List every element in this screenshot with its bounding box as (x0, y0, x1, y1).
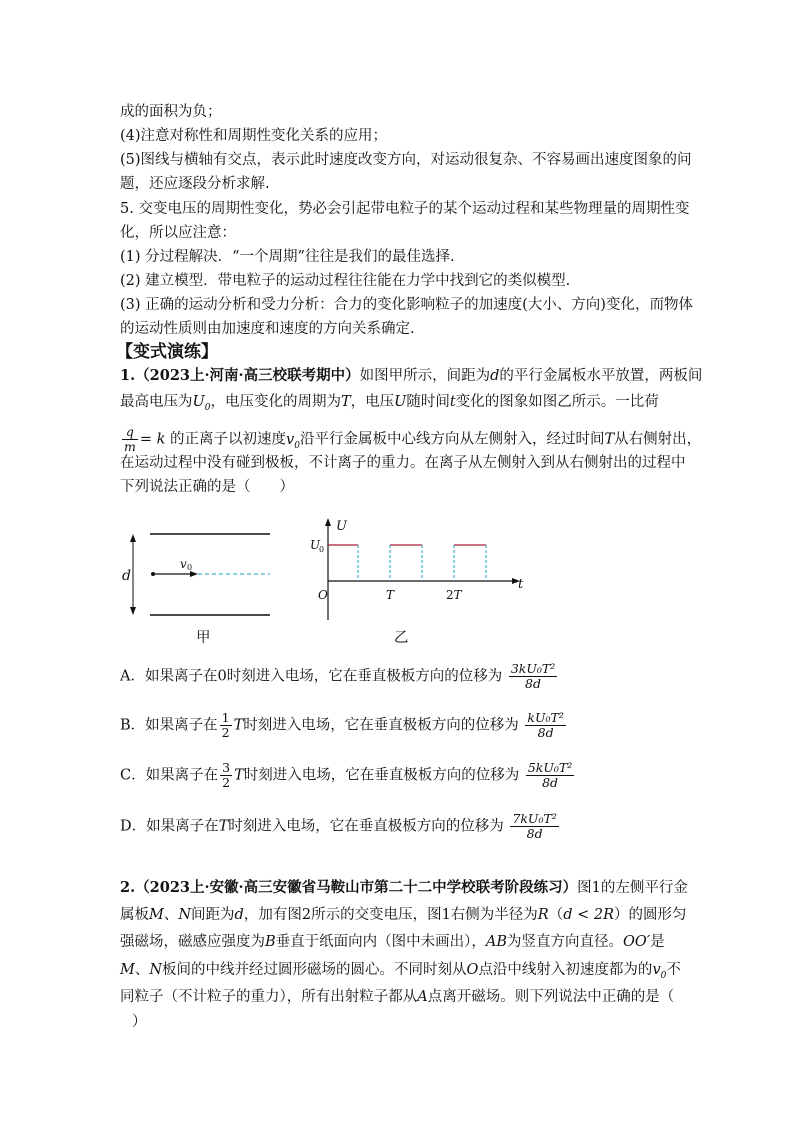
q2-source: （2023上·安徽·高三安徽省马鞍山市第二十二中学校联考阶段练习） (135, 879, 578, 896)
label-t: t (518, 577, 524, 592)
label-T: T (386, 588, 395, 602)
q2-line-5: 同粒子（不计粒子的重力），所有出射粒子都从A点离开磁场。则下列说法中正确的是（ (120, 989, 675, 1005)
q1-line-3: $\frac{q}{m}$ = k 的正离子以初速度$v_0$沿平行金属板中心线方向从左侧射入，经过时间T从右侧射出， (124, 424, 702, 454)
charge-ratio-fraction: $\frac{q}{m}$ (124, 424, 136, 454)
svg-text:0: 0 (319, 545, 325, 554)
intro-line-10: 的运动性质则由加速度和速度的方向关系确定. (120, 321, 415, 337)
option-c-answer: $\frac{\text{5kU₀T²}}{8d}$ (527, 760, 573, 790)
q1-line-1: 1.（2023上·河南·高三校联考期中）如图甲所示，间距为d的平行金属板水平放置，两板间 (120, 367, 703, 384)
q1-number: 1. (120, 367, 136, 384)
figure-jia-caption: 甲 (196, 630, 211, 646)
q2-line-1: 2.（2023上·安徽·高三安徽省马鞍山市第二十二中学校联考阶段练习）图1的左侧平行金 (120, 879, 688, 896)
label-d: d (122, 568, 131, 584)
intro-line-8: (2) 建立模型．带电粒子的运动过程往往能在力学中找到它的类似模型. (120, 273, 571, 289)
intro-line-4: 题，还应逐段分析求解. (120, 176, 270, 192)
label-v0: v (180, 557, 187, 571)
intro-line-1: 成的面积为负； (120, 104, 222, 120)
q2-number: 2. (120, 879, 136, 896)
q2-line-3: 强磁场，磁感应强度为B垂直于纸面向内（图中未画出），AB为竖直方向直径。OO′是 (120, 934, 665, 950)
q1-line-4: 在运动过程中没有碰到极板，不计离子的重力。在离子从左侧射入到从右侧射出的过程中 (120, 455, 686, 471)
arrow-head-up (130, 534, 136, 542)
option-c[interactable]: C．如果离子在 $\frac{3}{2}$ T时刻进入电场，它在垂直极板方向的位移为 $\frac{\text{5kU₀T²}}{8d}$ (120, 760, 573, 790)
label-O: O (318, 588, 328, 602)
arrow-head-down (130, 607, 136, 615)
intro-line-5: 5. 交变电压的周期性变化，势必会引起带电粒子的某个运动过程和某些物理量的周期性变 (120, 201, 690, 217)
figure-jia-parallel-plates (120, 522, 280, 622)
q2-line-6: ） (132, 1014, 147, 1030)
var-u0: $U_0$ (192, 394, 211, 413)
q1-line-5: 下列说法正确的是（ ） (120, 479, 294, 495)
section-title: 【变式演练】 (116, 342, 218, 362)
figure-yi-voltage-graph (304, 512, 530, 632)
intro-line-9: (3) 正确的运动分析和受力分析：合力的变化影响粒子的加速度(大小、方向)变化，而物体 (120, 297, 693, 313)
intro-line-2: (4)注意对称性和周期性变化关系的应用； (120, 128, 388, 144)
label-U0: U (310, 538, 321, 552)
option-a[interactable]: A．如果离子在0时刻进入电场，它在垂直极板方向的位移为 $\frac{\text{3kU₀T²}}{8d}$ (120, 661, 556, 691)
svg-text:0: 0 (187, 563, 193, 572)
option-d[interactable]: D．如果离子在T时刻进入电场，它在垂直极板方向的位移为 $\frac{\text{7kU₀T²}}{8d}$ (120, 811, 557, 841)
label-2T: 2T (446, 588, 462, 602)
intro-line-7: (1) 分过程解决．“一个周期”往往是我们的最佳选择. (120, 249, 455, 265)
q1-source: （2023上·河南·高三校联考期中） (135, 367, 360, 384)
intro-line-3: (5)图线与横轴有交点，表示此时速度改变方向，对运动很复杂、不容易画出速度图象的问 (120, 152, 692, 168)
option-d-answer: $\frac{\text{7kU₀T²}}{8d}$ (512, 811, 557, 841)
option-a-answer: $\frac{\text{3kU₀T²}}{8d}$ (510, 661, 556, 691)
q2-line-4: M、N板间的中线并经过圆形磁场的圆心。不同时刻从O点沿中线射入初速度都为的$v_0$不 (120, 962, 681, 981)
label-U: U (336, 519, 347, 534)
option-b-answer: $\frac{\text{kU₀T²}}{8d}$ (527, 710, 564, 740)
option-b[interactable]: B．如果离子在 $\frac{1}{2}$ T时刻进入电场，它在垂直极板方向的位移为 $\frac{\text{kU₀T²}}{8d}$ (120, 710, 564, 740)
q2-line-2: 属板M、N间距为d，加有图2所示的交变电压，图1右侧为半径为R（d < 2R）的圆形匀 (120, 907, 687, 923)
var-d: d (490, 368, 500, 384)
pulse-edges (358, 545, 486, 581)
intro-line-6: 化，所以应注意： (120, 225, 236, 241)
figure-yi-caption: 乙 (394, 630, 409, 646)
q1-line-2: 最高电压为$U_0$，电压变化的周期为T，电压U随时间t变化的图象如图乙所示。一比荷 (120, 394, 659, 413)
